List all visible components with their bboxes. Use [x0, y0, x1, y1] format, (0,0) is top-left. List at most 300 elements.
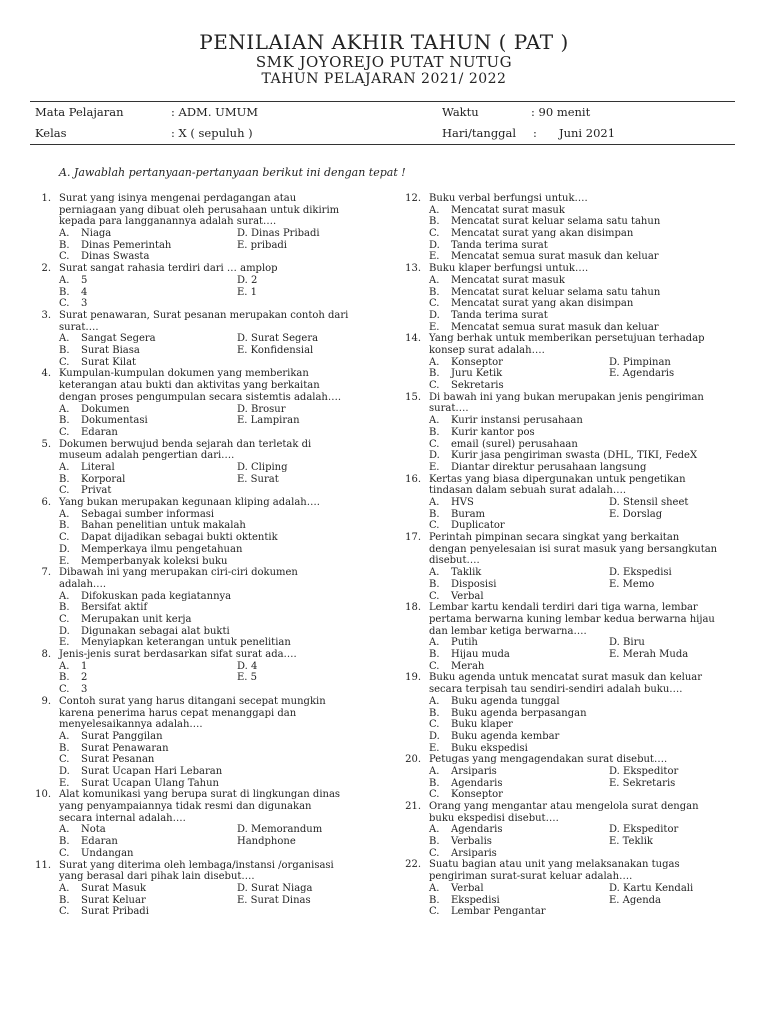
- option-letter: A.: [429, 497, 440, 508]
- option-text: Literal: [81, 461, 115, 473]
- question-text: disebut….: [429, 555, 480, 567]
- answer-option: [429, 415, 739, 427]
- option-text-second: E. pribadi: [237, 239, 287, 251]
- option-text: Edaran: [81, 426, 118, 438]
- answer-option: [429, 743, 739, 755]
- option-letter: D.: [429, 309, 440, 321]
- question-text: Kumpulan-kumpulan dokumen yang memberikan: [59, 368, 309, 380]
- answer-option: [429, 696, 739, 708]
- answer-option: [59, 474, 371, 486]
- option-letter: A.: [59, 730, 70, 742]
- option-letter: C.: [59, 485, 70, 497]
- option-letter: C.: [429, 719, 440, 731]
- option-text: Putih: [451, 637, 478, 649]
- option-text-second: D. Stensil sheet: [609, 497, 689, 508]
- answer-option: [59, 287, 371, 299]
- option-text-second: D. Ekspeditor: [609, 765, 679, 777]
- option-letter: C.: [59, 684, 70, 696]
- question-text: surat….: [429, 403, 469, 415]
- question-text: adalah….: [59, 578, 107, 590]
- time-value: : 90 menit: [531, 105, 591, 119]
- option-text-second: D. Ekspedisi: [609, 567, 672, 579]
- section-instruction: A. Jawablah pertanyaan-pertanyaan berikut ini dengan tepat !: [59, 166, 406, 179]
- option-letter: B.: [59, 239, 70, 251]
- answer-option: [59, 357, 371, 369]
- answer-option: [59, 672, 371, 684]
- option-text: 3: [81, 298, 88, 310]
- class-value: : X ( sepuluh ): [171, 126, 253, 140]
- question-text: Lembar kartu kendali terdiri dari tiga warna, lembar: [429, 602, 698, 614]
- option-text: 2: [81, 672, 88, 684]
- question-text: Buku agenda untuk mencatat surat masuk dan keluar: [429, 672, 702, 684]
- option-text: Kurir kantor pos: [451, 426, 535, 438]
- question-item: [41, 649, 371, 696]
- option-text-second: D. Ekspeditor: [609, 824, 679, 836]
- question-number: 14.: [405, 333, 421, 345]
- option-letter: C.: [429, 520, 440, 532]
- option-letter: B.: [59, 345, 70, 357]
- option-text: Digunakan sebagai alat bukti: [81, 625, 230, 637]
- option-text-second: E. Surat Dinas: [237, 894, 311, 906]
- option-letter: C.: [429, 298, 440, 310]
- question-item: [41, 368, 371, 438]
- answer-option: [59, 661, 371, 673]
- question-number: 8.: [41, 649, 51, 661]
- time-label: Waktu: [442, 105, 479, 119]
- option-text: Surat Ucapan Ulang Tahun: [81, 777, 219, 789]
- option-text: 1: [81, 660, 88, 672]
- answer-option: [59, 754, 371, 766]
- option-text-second: D. Surat Segera: [237, 333, 319, 345]
- option-letter: B.: [429, 894, 440, 906]
- option-text: 4: [81, 286, 88, 298]
- option-text: Mencatat surat keluar selama satu tahun: [451, 216, 661, 228]
- questions-left-column: [35, 193, 371, 918]
- option-letter: C.: [59, 847, 70, 859]
- option-text: Dapat dijadikan sebagai bukti oktentik: [81, 532, 278, 544]
- answer-option: [429, 251, 739, 263]
- answer-option: [59, 591, 371, 603]
- option-text: Verbal: [451, 882, 484, 894]
- question-text: Di bawah ini yang bukan merupakan jenis pengiriman: [429, 391, 704, 403]
- question-number: 5.: [41, 438, 51, 450]
- option-text-second: E. 1: [237, 286, 258, 298]
- question-number: 6.: [41, 497, 51, 509]
- option-text-second: D. 4: [237, 660, 258, 672]
- option-text: Memperkaya ilmu pengetahuan: [81, 543, 243, 555]
- question-item: [405, 193, 739, 263]
- answer-option: [59, 836, 371, 848]
- option-text: Verbalis: [451, 836, 492, 848]
- question-item: [41, 263, 371, 310]
- option-text: Difokuskan pada kegiatannya: [81, 590, 232, 602]
- option-text-second: E. Agenda: [609, 894, 662, 906]
- question-item: [405, 473, 739, 532]
- option-text: Surat Panggilan: [81, 730, 163, 742]
- option-text: Tanda terima surat: [451, 239, 548, 251]
- question-text: Contoh surat yang harus ditangani secepat mungkin: [59, 695, 326, 707]
- class-label: Kelas: [35, 126, 67, 140]
- question-text: dengan penyelesaian isi surat masuk yang bersangkutan: [429, 543, 718, 555]
- option-text: Buku klaper: [451, 719, 513, 731]
- option-text: Surat Masuk: [81, 882, 147, 894]
- answer-option: [59, 520, 371, 532]
- option-text: 3: [81, 684, 88, 696]
- answer-option: [429, 824, 739, 836]
- option-text: Verbal: [451, 590, 484, 602]
- question-text: keterangan atau bukti dan aktivitas yang berkaitan: [59, 380, 320, 392]
- option-letter: B.: [59, 473, 70, 485]
- option-text-second: D. Memorandum: [237, 824, 323, 836]
- option-letter: D.: [429, 450, 440, 462]
- option-letter: B.: [59, 415, 70, 427]
- option-letter: A.: [429, 824, 440, 836]
- question-number: 13.: [405, 263, 421, 275]
- option-letter: C.: [59, 532, 70, 544]
- option-text: Surat Keluar: [81, 894, 146, 906]
- option-letter: A.: [429, 765, 440, 777]
- question-text: buku ekspedisi disebut….: [429, 812, 559, 824]
- answer-option: [429, 708, 739, 720]
- question-item: [41, 193, 371, 263]
- option-letter: C.: [429, 228, 440, 240]
- answer-option: [429, 719, 739, 731]
- subject-label: Mata Pelajaran: [35, 105, 124, 119]
- option-letter: C.: [429, 590, 440, 602]
- option-text: 5: [81, 274, 88, 286]
- answer-option: [59, 415, 371, 427]
- option-text: Sangat Segera: [81, 333, 156, 345]
- option-text: Privat: [81, 485, 112, 497]
- question-text: surat….: [59, 321, 99, 333]
- answer-option: [429, 649, 739, 661]
- answer-option: [429, 661, 739, 673]
- option-text: Menyiapkan keterangan untuk penelitian: [81, 637, 291, 649]
- option-text: Buku agenda berpasangan: [451, 707, 587, 719]
- option-letter: C.: [59, 298, 70, 310]
- answer-option: [429, 906, 739, 918]
- option-letter: A.: [429, 204, 440, 216]
- option-text: Bahan penelitian untuk makalah: [81, 520, 246, 532]
- question-item: [41, 567, 371, 649]
- date-separator: :: [533, 126, 537, 140]
- option-text: Hijau muda: [451, 649, 510, 661]
- option-letter: E.: [59, 555, 70, 567]
- option-letter: A.: [429, 637, 440, 649]
- question-text: pengiriman surat-surat keluar adalah….: [429, 871, 633, 883]
- answer-option: [429, 591, 739, 603]
- question-text: Yang bukan merupakan kegunaan kliping adalah….: [59, 497, 320, 509]
- option-letter: B.: [429, 649, 440, 661]
- answer-option: [59, 462, 371, 474]
- question-item: [41, 438, 371, 497]
- option-text: Dinas Swasta: [81, 251, 150, 263]
- question-number: 9.: [41, 695, 51, 707]
- option-text: Tanda terima surat: [451, 309, 548, 321]
- question-text: pertama berwarna kuning lembar kedua berwarna hijau: [429, 613, 715, 625]
- question-number: 19.: [405, 672, 421, 684]
- option-letter: A.: [59, 333, 70, 345]
- answer-option: [429, 310, 739, 322]
- answer-option: [59, 427, 371, 439]
- option-letter: A.: [59, 660, 70, 672]
- question-text: perniagaan yang dibuat oleh perusahaan untuk dikirim: [59, 204, 340, 216]
- question-text: Petugas yang mengagendakan surat disebut….: [429, 754, 668, 766]
- question-number: 22.: [405, 859, 421, 871]
- option-letter: E.: [429, 742, 440, 754]
- option-letter: C.: [59, 251, 70, 263]
- question-number: 2.: [41, 263, 51, 275]
- question-text: tindasan dalam sebuah surat adalah….: [429, 485, 627, 497]
- option-letter: B.: [429, 286, 440, 298]
- question-item: [405, 859, 739, 918]
- academic-year: TAHUN PELAJARAN 2021/ 2022: [261, 71, 507, 87]
- option-text: Ekspedisi: [451, 894, 500, 906]
- answer-option: [59, 743, 371, 755]
- option-letter: E.: [429, 321, 440, 333]
- option-text-second: E. Memo: [609, 578, 655, 590]
- option-letter: C.: [59, 754, 70, 766]
- option-letter: B.: [429, 368, 440, 380]
- option-text: Surat Biasa: [81, 345, 140, 357]
- answer-option: [59, 333, 371, 345]
- option-text-second: D. Biru: [609, 637, 645, 649]
- question-text: yang penyampaiannya tidak resmi dan digunakan: [59, 801, 312, 813]
- school-name: SMK JOYOREJO PUTAT NUTUG: [255, 53, 513, 71]
- answer-option: [429, 240, 739, 252]
- answer-option: [429, 205, 739, 217]
- question-item: [405, 391, 739, 474]
- question-text: Alat komunikasi yang berupa surat di lingkungan dinas: [59, 789, 341, 801]
- option-text: Duplicator: [451, 520, 505, 532]
- option-text: Nota: [81, 824, 106, 836]
- answer-option: [429, 357, 739, 369]
- answer-option: [429, 497, 739, 509]
- answer-option: [429, 789, 739, 801]
- option-letter: E.: [59, 637, 70, 649]
- answer-option: [59, 251, 371, 263]
- option-letter: B.: [429, 777, 440, 789]
- question-item: [41, 497, 371, 567]
- question-number: 21.: [405, 801, 421, 813]
- option-text-second: E. Dorslag: [609, 508, 663, 520]
- option-letter: A.: [59, 461, 70, 473]
- option-text: Undangan: [81, 847, 134, 859]
- answer-option: [59, 404, 371, 416]
- option-letter: A.: [59, 590, 70, 602]
- answer-option: [429, 450, 739, 462]
- option-text-second: E. Lampiran: [237, 415, 300, 427]
- answer-option: [429, 380, 739, 392]
- option-text: Agendaris: [451, 824, 503, 836]
- option-letter: B.: [429, 578, 440, 590]
- option-letter: C.: [59, 426, 70, 438]
- answer-option: [429, 368, 739, 380]
- option-text-second: D. Brosur: [237, 403, 286, 415]
- question-item: [405, 672, 739, 754]
- option-text-second: Handphone: [237, 836, 296, 848]
- answer-option: [59, 766, 371, 778]
- option-letter: B.: [59, 672, 70, 684]
- answer-option: [429, 895, 739, 907]
- answer-option: [59, 684, 371, 696]
- subject-value: : ADM. UMUM: [171, 105, 259, 119]
- option-text: Mencatat surat yang akan disimpan: [451, 228, 634, 240]
- option-letter: A.: [429, 356, 440, 368]
- option-letter: A.: [59, 228, 70, 240]
- option-text: Buku agenda tunggal: [451, 695, 560, 707]
- question-number: 12.: [405, 193, 421, 204]
- option-text: email (surel) perusahaan: [451, 438, 578, 450]
- question-number: 1.: [41, 193, 51, 204]
- answer-option: [429, 778, 739, 790]
- option-letter: C.: [59, 613, 70, 625]
- option-text-second: D. 2: [237, 274, 258, 286]
- option-letter: C.: [429, 660, 440, 672]
- option-text: Surat Kilat: [81, 356, 137, 368]
- answer-option: [429, 509, 739, 521]
- option-letter: E.: [59, 777, 70, 789]
- answer-option: [59, 848, 371, 860]
- question-text: Jenis-jenis surat berdasarkan sifat surat ada….: [59, 649, 297, 661]
- question-text: kepada para langganannya adalah surat….: [59, 216, 277, 228]
- option-letter: B.: [59, 520, 70, 532]
- option-letter: C.: [429, 789, 440, 801]
- question-number: 17.: [405, 532, 421, 544]
- question-item: [405, 754, 739, 801]
- option-letter: D.: [429, 730, 440, 742]
- option-text-second: E. Konfidensial: [237, 345, 314, 357]
- option-text-second: E. Teklik: [609, 836, 653, 848]
- option-text-second: D. Surat Niaga: [237, 882, 313, 894]
- question-text: Kertas yang biasa dipergunakan untuk pengetikan: [429, 473, 686, 485]
- option-text: Dokumentasi: [81, 415, 148, 427]
- answer-option: [429, 836, 739, 848]
- option-text: Disposisi: [451, 578, 497, 590]
- answer-option: [59, 544, 371, 556]
- answer-option: [59, 275, 371, 287]
- option-letter: E.: [429, 461, 440, 473]
- question-number: 18.: [405, 602, 421, 614]
- option-text: Mencatat semua surat masuk dan keluar: [451, 251, 659, 263]
- option-letter: A.: [429, 274, 440, 286]
- option-letter: C.: [59, 906, 70, 918]
- questions-right-column: [405, 193, 739, 918]
- option-letter: A.: [59, 882, 70, 894]
- question-number: 3.: [41, 309, 51, 321]
- option-text: Dokumen: [81, 403, 130, 415]
- option-text-second: E. Sekretaris: [609, 777, 676, 789]
- option-letter: E.: [429, 251, 440, 263]
- option-text: Edaran: [81, 836, 118, 848]
- question-text: yang berasal dari pihak lain disebut….: [59, 871, 255, 883]
- question-number: 4.: [41, 368, 51, 380]
- question-item: [35, 859, 371, 918]
- question-text: secara internal adalah….: [59, 812, 186, 824]
- question-item: [35, 789, 371, 859]
- option-text-second: E. Surat: [237, 473, 279, 485]
- question-text: Perintah pimpinan secara singkat yang berkaitan: [429, 532, 680, 544]
- answer-option: [59, 614, 371, 626]
- option-letter: C.: [59, 356, 70, 368]
- option-text: Konseptor: [451, 356, 503, 368]
- option-text-second: D. Cliping: [237, 461, 288, 473]
- option-text: Konseptor: [451, 789, 503, 801]
- answer-option: [429, 579, 739, 591]
- question-item: [41, 695, 371, 790]
- option-text-second: E. 5: [237, 672, 258, 684]
- question-item: [405, 532, 739, 602]
- question-text: Dibawah ini yang merupakan ciri-ciri dokumen: [59, 567, 298, 579]
- question-item: [405, 333, 739, 392]
- option-letter: A.: [429, 882, 440, 894]
- option-text: Surat Pribadi: [81, 906, 149, 918]
- question-item: [405, 602, 739, 672]
- answer-option: [429, 731, 739, 743]
- answer-option: [59, 626, 371, 638]
- option-text: Niaga: [81, 228, 112, 240]
- question-text: Buku verbal berfungsi untuk….: [429, 193, 588, 204]
- answer-option: [429, 216, 739, 228]
- answer-option: [59, 906, 371, 918]
- question-item: [405, 801, 739, 859]
- option-letter: A.: [429, 567, 440, 579]
- option-letter: A.: [59, 274, 70, 286]
- question-number: 20.: [405, 754, 421, 766]
- answer-option: [59, 485, 371, 497]
- option-letter: C.: [429, 438, 440, 450]
- answer-option: [59, 637, 371, 649]
- answer-option: [59, 240, 371, 252]
- answer-option: [429, 567, 739, 579]
- answer-option: [59, 824, 371, 836]
- question-text: Buku klaper berfungsi untuk….: [429, 263, 589, 275]
- option-letter: B.: [429, 426, 440, 438]
- option-letter: C.: [429, 906, 440, 918]
- answer-option: [429, 520, 739, 532]
- question-number: 16.: [405, 473, 421, 485]
- option-text: Kurir instansi perusahaan: [451, 415, 583, 427]
- answer-option: [429, 637, 739, 649]
- option-text: Mencatat surat yang akan disimpan: [451, 298, 634, 310]
- option-letter: A.: [59, 403, 70, 415]
- question-text: Suatu bagian atau unit yang melaksanakan tugas: [429, 859, 680, 871]
- option-text: Bersifat aktif: [81, 602, 148, 614]
- answer-option: [59, 731, 371, 743]
- question-text: Orang yang mengantar atau mengelola surat dengan: [429, 801, 699, 813]
- question-number: 11.: [35, 859, 51, 871]
- option-text: Mencatat surat masuk: [451, 204, 565, 216]
- option-text: Merupakan unit kerja: [81, 613, 192, 625]
- question-item: [405, 263, 739, 333]
- option-text: Agendaris: [451, 777, 503, 789]
- option-text: Memperbanyak koleksi buku: [81, 555, 228, 567]
- option-text: Lembar Pengantar: [451, 906, 546, 918]
- question-text: Surat yang diterima oleh lembaga/instansi /organisasi: [59, 859, 334, 871]
- option-letter: B.: [59, 602, 70, 614]
- option-letter: B.: [59, 742, 70, 754]
- option-letter: D.: [429, 239, 440, 251]
- option-letter: A.: [59, 824, 70, 836]
- answer-option: [429, 427, 739, 439]
- option-text: Arsiparis: [451, 847, 497, 859]
- option-text: Mencatat surat masuk: [451, 274, 565, 286]
- option-letter: B.: [429, 836, 440, 848]
- question-item: [41, 309, 371, 368]
- question-text: konsep surat adalah….: [429, 344, 545, 356]
- option-letter: D.: [59, 765, 70, 777]
- answer-option: [429, 439, 739, 451]
